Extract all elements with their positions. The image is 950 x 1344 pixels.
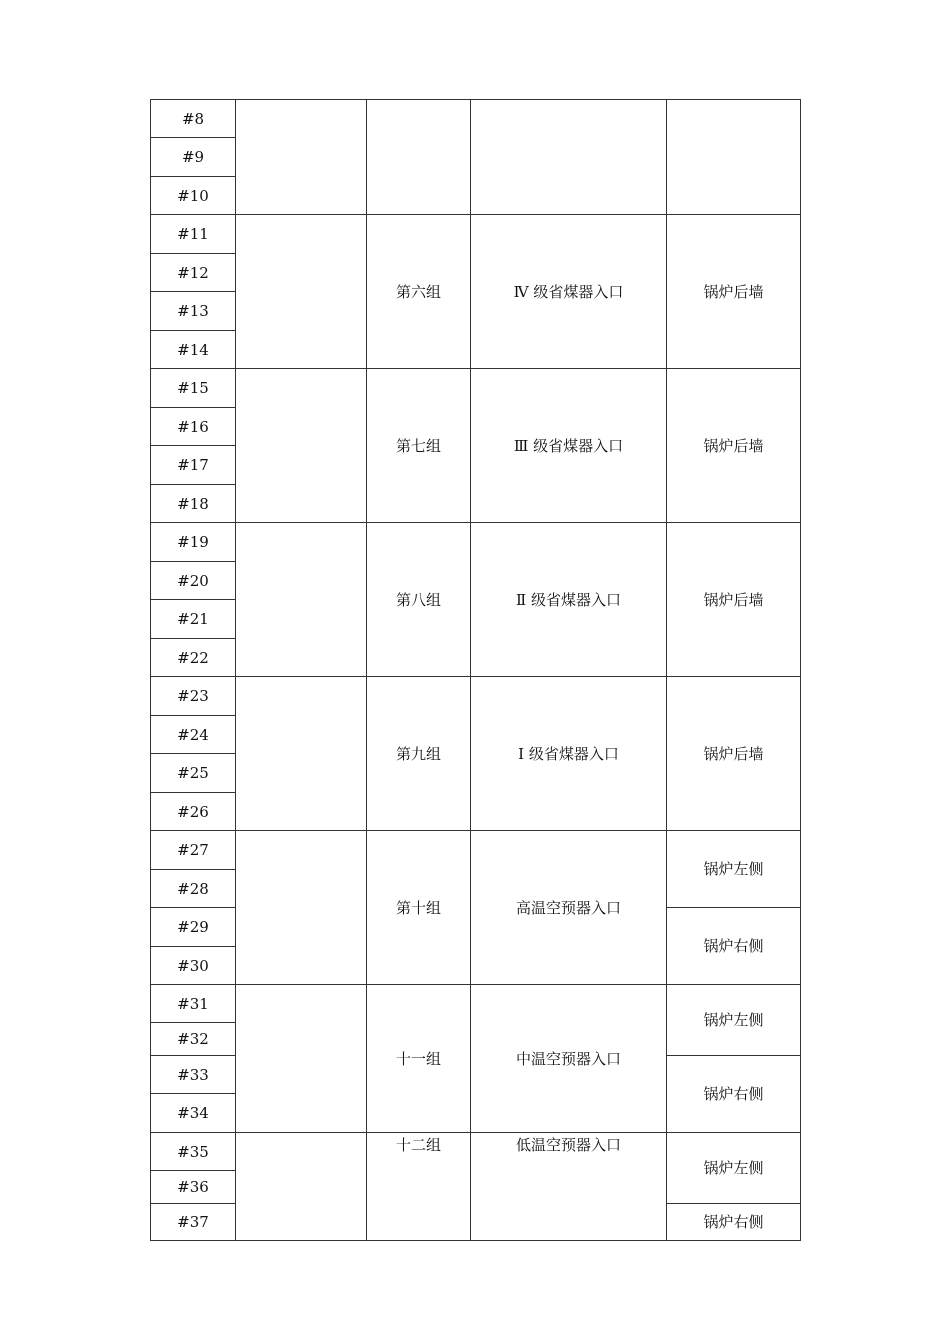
position-cell-right: 锅炉右侧: [667, 1056, 801, 1133]
group-name-cell: 第十组: [367, 831, 471, 985]
point-number-cell: #21: [151, 600, 236, 639]
location-cell: 高温空预器入口: [471, 831, 667, 985]
table-row: [151, 677, 801, 716]
point-number-cell: #32: [151, 1023, 236, 1056]
point-number-cell: #35: [151, 1133, 236, 1171]
point-number-cell: #19: [151, 523, 236, 562]
point-number-cell: #27: [151, 831, 236, 870]
point-number-cell: #13: [151, 292, 236, 331]
position-cell-right: 锅炉右侧: [667, 908, 801, 985]
group-name-cell: 第八组: [367, 523, 471, 677]
position-cell-left: 锅炉左侧: [667, 985, 801, 1056]
blank-cell: [236, 215, 367, 369]
point-number-cell: #11: [151, 215, 236, 254]
group-name-cell: 十一组: [367, 985, 471, 1133]
blank-cell: [236, 369, 367, 523]
position-cell: 锅炉后墙: [667, 523, 801, 677]
location-cell: [471, 100, 667, 215]
table-row: [151, 523, 801, 562]
point-number-cell: #33: [151, 1056, 236, 1094]
point-number-cell: #37: [151, 1204, 236, 1241]
point-number-cell: #31: [151, 985, 236, 1023]
group-name-cell: 第九组: [367, 677, 471, 831]
location-cell: Ⅱ 级省煤器入口: [471, 523, 667, 677]
group-name-cell: [367, 100, 471, 215]
group-name-cell: 第七组: [367, 369, 471, 523]
point-number-cell: #10: [151, 177, 236, 215]
point-number-cell: #20: [151, 562, 236, 600]
point-number-cell: #15: [151, 369, 236, 408]
table-row: [151, 369, 801, 408]
blank-cell: [236, 831, 367, 985]
blank-cell: [236, 677, 367, 831]
point-number-cell: #36: [151, 1171, 236, 1204]
point-number-cell: #25: [151, 754, 236, 793]
position-cell-left: 锅炉左侧: [667, 1133, 801, 1204]
location-cell: Ⅳ 级省煤器入口: [471, 215, 667, 369]
table-row: [151, 831, 801, 870]
group-name-cell: 十二组: [367, 1133, 471, 1241]
measurement-point-table: [150, 99, 801, 1241]
point-number-cell: #23: [151, 677, 236, 716]
point-number-cell: #24: [151, 716, 236, 754]
position-cell: [667, 100, 801, 215]
table-row: [151, 215, 801, 254]
point-number-cell: #30: [151, 947, 236, 985]
table-row: [151, 100, 801, 138]
table-row: [151, 985, 801, 1023]
point-number-cell: #18: [151, 485, 236, 523]
location-cell: 中温空预器入口: [471, 985, 667, 1133]
blank-cell: [236, 100, 367, 215]
blank-cell: [236, 985, 367, 1133]
location-cell: Ⅰ 级省煤器入口: [471, 677, 667, 831]
point-number-cell: #28: [151, 870, 236, 908]
position-cell: 锅炉后墙: [667, 215, 801, 369]
blank-cell: [236, 1133, 367, 1241]
blank-cell: [236, 523, 367, 677]
position-cell: 锅炉后墙: [667, 677, 801, 831]
point-number-cell: #8: [151, 100, 236, 138]
point-number-cell: #34: [151, 1094, 236, 1133]
point-number-cell: #17: [151, 446, 236, 485]
point-number-cell: #12: [151, 254, 236, 292]
position-cell-left: 锅炉左侧: [667, 831, 801, 908]
table-row: [151, 1133, 801, 1171]
position-cell-right: 锅炉右侧: [667, 1204, 801, 1241]
location-cell: 低温空预器入口: [471, 1133, 667, 1241]
position-cell: 锅炉后墙: [667, 369, 801, 523]
point-number-cell: #9: [151, 138, 236, 177]
location-cell: Ⅲ 级省煤器入口: [471, 369, 667, 523]
point-number-cell: #29: [151, 908, 236, 947]
point-number-cell: #22: [151, 639, 236, 677]
point-number-cell: #14: [151, 331, 236, 369]
group-name-cell: 第六组: [367, 215, 471, 369]
point-number-cell: #16: [151, 408, 236, 446]
point-number-cell: #26: [151, 793, 236, 831]
